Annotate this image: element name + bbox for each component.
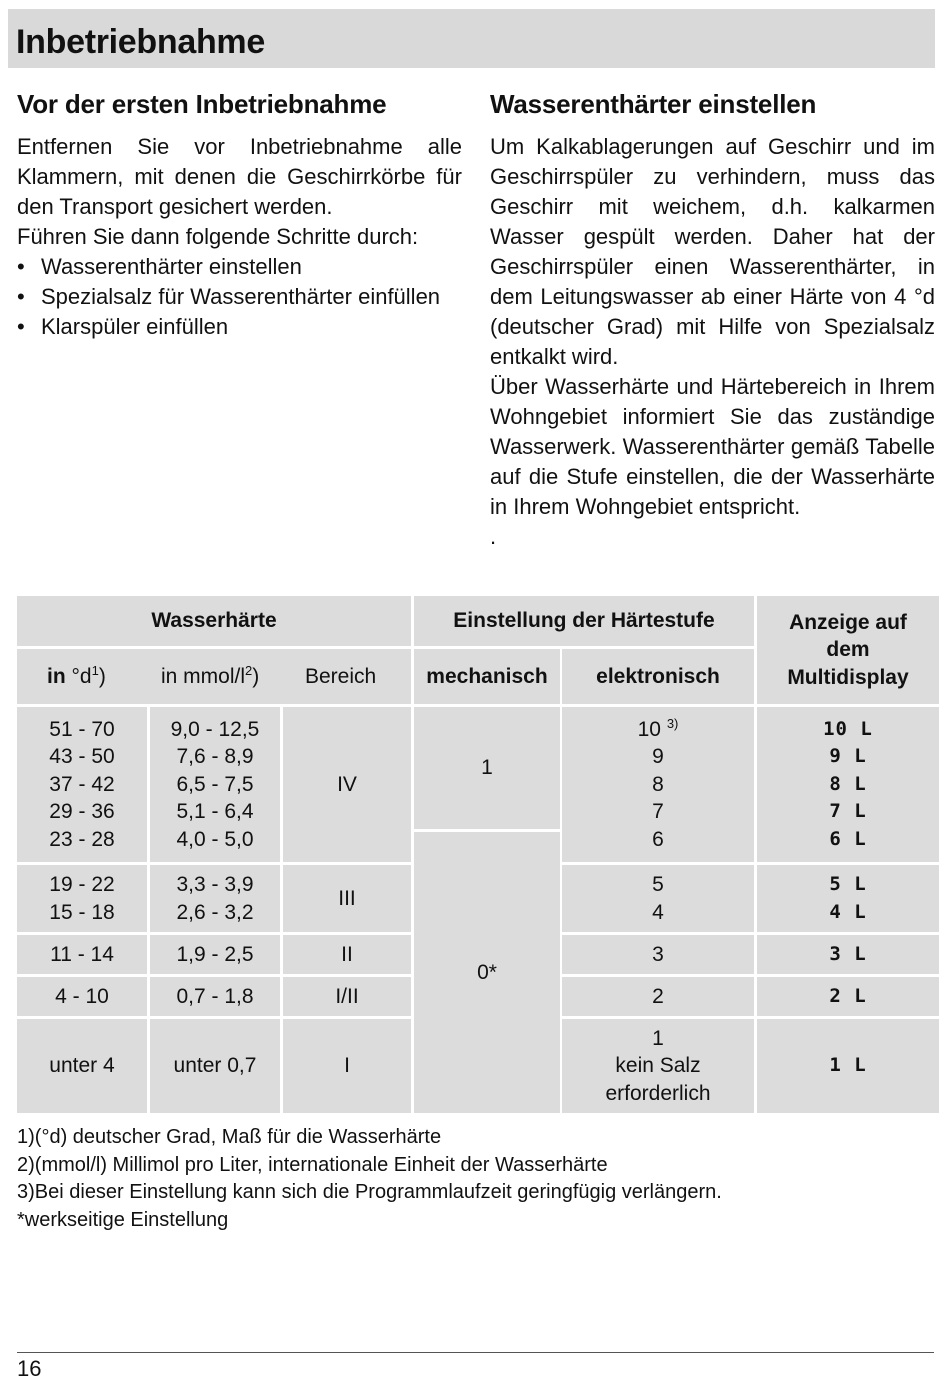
elek-cell: 2 <box>562 977 754 1016</box>
header-anzeige-line: dem <box>826 638 870 662</box>
elek-value: 6 <box>652 827 664 851</box>
mmol-value: 4,0 - 5,0 <box>176 827 254 851</box>
mech-cell: 1 <box>414 707 560 829</box>
mmol-value: 9,0 - 12,5 <box>170 717 260 741</box>
elek-value: 7 <box>652 800 664 824</box>
elek-value <box>638 716 679 744</box>
deg-cell: unter 4 <box>17 1019 147 1113</box>
right-heading: Wasserenthärter einstellen <box>490 89 817 119</box>
right-column <box>490 88 935 552</box>
deg-value: 51 - 70 <box>49 717 115 741</box>
list-item: • Spezialsalz für Wasserenthärter einfüllen <box>17 282 462 312</box>
deg-value: 19 - 22 <box>49 872 115 896</box>
elek-value: 5 <box>652 872 664 896</box>
elek-value: 8 <box>652 772 664 796</box>
deg-cell <box>17 707 147 862</box>
mmol-value: 6,5 - 7,5 <box>176 772 254 796</box>
elek-value: 4 <box>652 900 664 924</box>
bereich-cell: IV <box>283 707 411 862</box>
mmol-cell: 0,7 - 1,8 <box>150 977 280 1016</box>
display-cell: 2 L <box>757 977 939 1016</box>
deg-value: 15 - 18 <box>49 900 115 924</box>
footnote: 1)(°d) deutscher Grad, Maß für die Wasserhärte <box>17 1126 442 1148</box>
display-value: 4 L <box>829 900 867 923</box>
bereich-cell: I <box>283 1019 411 1113</box>
header-deg-paren: ) <box>98 665 106 688</box>
elek-cell <box>562 707 754 862</box>
display-value: 6 L <box>829 827 867 850</box>
display-value: 8 L <box>829 772 867 795</box>
elek-cell <box>562 1019 754 1113</box>
deg-cell: 11 - 14 <box>17 935 147 974</box>
water-hardness-table <box>17 596 939 1113</box>
left-paragraph-2: Führen Sie dann folgende Schritte durch: <box>17 224 419 249</box>
list-item: • Wasserenthärter einstellen <box>17 252 462 282</box>
header-mmol-sup: 2 <box>245 663 253 678</box>
deg-cell <box>17 865 147 932</box>
page-number: 16 <box>17 1356 42 1381</box>
header-in-deg <box>47 663 106 691</box>
mmol-cell <box>150 707 280 862</box>
footnote: 2)(mmol/l) Millimol pro Liter, internationale Einheit der Wasserhärte <box>17 1153 608 1176</box>
bereich-cell: III <box>283 865 411 932</box>
header-einstellung: Einstellung der Härtestufe <box>414 596 754 646</box>
deg-value: 37 - 42 <box>49 772 115 796</box>
display-value: 7 L <box>829 800 867 823</box>
display-cell <box>757 865 939 932</box>
display-cell: 3 L <box>757 935 939 974</box>
header-in-mmol <box>161 663 259 691</box>
elek-cell <box>562 865 754 932</box>
mech-cell: 0* <box>414 832 560 1113</box>
page-title: Inbetriebnahme <box>16 23 265 61</box>
left-heading: Vor der ersten Inbetriebnahme <box>17 89 387 119</box>
left-paragraph-1: Entfernen Sie vor Inbetriebnahme alle Klammern, mit denen die Geschirrkörbe für den Transport gesichert werden. <box>17 134 462 219</box>
trailing-dot: . <box>490 524 497 549</box>
elek-cell: 3 <box>562 935 754 974</box>
display-value: 5 L <box>829 872 867 895</box>
elek-value: 9 <box>652 745 664 769</box>
display-cell <box>757 707 939 862</box>
mmol-value: 3,3 - 3,9 <box>176 872 254 896</box>
elek-value-number: 10 <box>637 717 661 741</box>
footnote: *werkseitige Einstellung <box>17 1208 229 1231</box>
header-anzeige-line: Anzeige auf <box>789 610 907 634</box>
footnotes <box>17 1124 722 1234</box>
right-paragraph-2: Über Wasserhärte und Härtebereich in Ihrem Wohngebiet informiert Sie das zuständige Wasserwerk. Wasserenthärter gemäß Tabelle auf die Stufe einstellen, die der Wasserhärte in Ihrem Wohngebiet entspricht. <box>490 374 935 519</box>
deg-value: 43 - 50 <box>49 745 115 769</box>
mmol-cell: 1,9 - 2,5 <box>150 935 280 974</box>
header-deg-unit: °d <box>71 665 92 688</box>
deg-value: 23 - 28 <box>49 827 115 851</box>
footnote: 3)Bei dieser Einstellung kann sich die Programmlaufzeit geringfügig verlängern. <box>17 1181 722 1203</box>
title-banner <box>8 9 935 68</box>
bereich-cell: I/II <box>283 977 411 1016</box>
header-mmol-prefix: in mmol/l <box>161 665 246 688</box>
elek-value: kein Salz <box>615 1054 701 1078</box>
mmol-value: 2,6 - 3,2 <box>176 900 254 924</box>
header-deg-sup: 1 <box>91 663 99 678</box>
steps-list <box>17 252 462 342</box>
header-anzeige-line: Multidisplay <box>787 665 909 689</box>
elek-value-sup: 3) <box>666 715 679 731</box>
deg-value: 29 - 36 <box>49 800 115 824</box>
mmol-cell <box>150 865 280 932</box>
deg-cell: 4 - 10 <box>17 977 147 1016</box>
display-cell: 1 L <box>757 1019 939 1113</box>
header-mmol-paren: ) <box>252 665 260 688</box>
mmol-value: 7,6 - 8,9 <box>176 745 254 769</box>
footer-divider <box>17 1352 934 1353</box>
bereich-cell: II <box>283 935 411 974</box>
mmol-value: 5,1 - 6,4 <box>176 800 254 824</box>
header-wasserhaerte: Wasserhärte <box>17 596 411 646</box>
left-column <box>17 88 462 342</box>
header-mechanisch: mechanisch <box>414 649 560 704</box>
header-subrow-left <box>17 649 411 704</box>
mmol-cell: unter 0,7 <box>150 1019 280 1113</box>
elek-value: erforderlich <box>605 1081 711 1105</box>
elek-value: 1 <box>652 1026 664 1050</box>
header-anzeige <box>757 596 939 704</box>
display-value: 9 L <box>829 745 867 768</box>
header-in-prefix: in <box>47 665 66 688</box>
header-elektronisch: elektronisch <box>562 649 754 704</box>
display-value: 10 L <box>823 717 873 740</box>
header-bereich: Bereich <box>305 665 377 688</box>
list-item: • Klarspüler einfüllen <box>17 312 462 342</box>
right-paragraph-1: Um Kalkablagerungen auf Geschirr und im Geschirrspüler zu verhindern, muss das Geschirr mit weichem, d.h. kalkarmen Wasser gespült werden. Daher hat der Geschirrspüler einen Wasserenthärter, in dem Leitungswasser ab einer Härte von 4 °d (deutscher Grad) mit Hilfe von Spezialsalz entkalkt wird. <box>490 134 935 369</box>
